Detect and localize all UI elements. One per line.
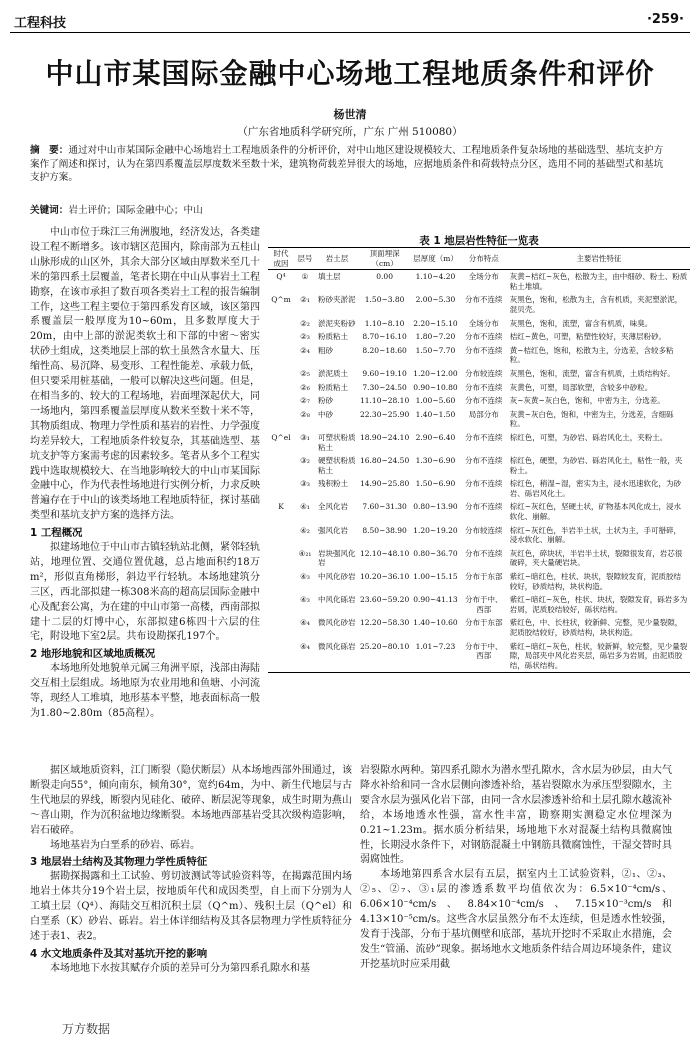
table-cell — [268, 616, 294, 639]
table-cell: 18.90~24.10 — [360, 432, 410, 442]
section-heading-2: 2 地形地貌和区域地质概况 — [30, 648, 156, 661]
table-cell: 桔红~黄色，可塑，粘塑性较好，夹薄层粉砂。 — [509, 332, 666, 342]
table-cell: 1.50~6.90 — [415, 479, 456, 489]
page-number: ·259· — [646, 12, 684, 27]
table-cell: 0.80~36.70 — [413, 548, 458, 558]
table-cell — [268, 381, 294, 395]
landform-paragraph: 本场地所处地貌单元属三角洲平原，浅部由海陆交互相土层组成。场地原为农业用地和鱼塘、小河流等，现经人工堆填，地形基本平整，地表面标高一般为1.80~2.80m（85高程）。 — [30, 663, 260, 719]
table-row — [268, 640, 690, 673]
table-cell: 局部分布 — [468, 409, 499, 419]
table-cell — [268, 640, 294, 673]
table-cell: 灰黑色，饱和，流塑，富含有机质，土质结构好。 — [509, 368, 675, 378]
table-cell: ④₃ — [300, 595, 310, 605]
table-cell: 棕红色，硬塑，为砂岩、砾岩风化土，粘性一般，夹粉土。 — [509, 456, 683, 475]
table-header-row — [268, 248, 690, 270]
table-cell — [268, 593, 294, 616]
intro-paragraph: 中山市位于珠江三角洲腹地，经济发达，各类建设工程不断增多。该市辖区范围内，除南部为五桂山山脉形成的山区外，其余大部分区域由厚数米至几十米的第四系土层覆盖，笔者长期在中山从事岩土工程勘察，在该市承担了数百项各类岩土工程的报告编制工作，这些工程主要位于第四系发育区域，该区第四系覆盖层一般厚度为10~60m，且多数厚度大于20m，由中上部的淤泥类软土和下部的中密～密实状砂土组成，这类地层上部的软土虽然含水量大、压缩性高、易沉降、易变形、工程性能差、承载力低，但只要采用桩基础，一般可以解决这些问题。但是，在相当多的、较大的工程场地，岩面埋深起伏大，同一场地内，第四系覆盖层厚度从数米至数十米不等，其物质组成、物理力学性质和基岩的岩性、力学强度均差异较大，工程地质条件较复杂，其基础选型、基坑支护等方案需考虑的因素较多。笔者从多个工程实践中选取规模较大、在当地影响较大的中山市某国际金融中心，作为代表性场地进行实例分析，力求反映普遍存在于中山的该类场地工程地质特征，探讨基础类型和基坑支护方案的选择方法。 — [30, 227, 260, 522]
table-cell: ②₆ — [300, 382, 310, 392]
table-cell: 1.10~4.20 — [415, 272, 456, 282]
table-cell: ④₁ — [300, 502, 310, 512]
table-cell: 10.20~36.10 — [360, 572, 410, 582]
table-cell: 1.20~19.20 — [413, 525, 458, 535]
table-cell: 分布不连续 — [464, 548, 503, 558]
table-cell: 分布不连续 — [464, 345, 503, 355]
table-cell: 7.60~31.30 — [362, 502, 407, 512]
permeability-paragraph: 本场地第四系含水层有五层，据室内土工试验资料，②₁、②₃、②₅、②₇、③₁层的渗透系数平均值依次为：6.5×10⁻⁴cm/s、6.06×10⁻⁴cm/s、8.84×10⁻⁴cm/s、7.15×10⁻³cm/s和4.13×10⁻⁵cm/s。这些含水层虽然分布不太连续，但是透水性较强，发育于浅部，分布于基坑侧壁和底部，基坑开挖时不采取止水措施，会发生“管涌、流砂”现象。据场地水文地质条件结合周边环境条件，建议开挖基坑时应采用截 — [360, 869, 672, 970]
table-cell: ① — [301, 272, 309, 282]
table-cell: ②₂ — [300, 318, 310, 328]
table-cell: 1.30~6.90 — [415, 456, 456, 466]
table-cell: 紫红~暗红~灰色，柱状，较新鲜，较完整，见少量裂隙，局部夹中风化岩夹层，砾岩多为岩屑，由泥质胶结，砾状结构。 — [508, 640, 690, 673]
table-cell: 棕红~灰红色，半岩半土状，土状为主，手可掰碎，浸水软化、崩解。 — [509, 525, 681, 545]
table-cell: 9.60~19.10 — [362, 368, 407, 378]
section-heading-4: 4 水文地质条件及其对基坑开挖的影响 — [30, 947, 208, 960]
table-cell: 分布不连续 — [464, 479, 503, 489]
table-header: 顶面埋深（cm） — [358, 248, 411, 270]
abstract — [30, 144, 670, 185]
table-cell: 紫红~暗红~灰色，柱状、块状，裂隙发育，砾岩多为岩屑，泥质胶结较好，砾状结构。 — [509, 595, 688, 614]
table-cell: ②₅ — [300, 368, 310, 378]
table-cell: 1.20~12.00 — [413, 368, 458, 378]
table-cell: 填土层 — [318, 272, 341, 282]
table-header: 层号 — [294, 248, 316, 270]
table-cell — [268, 317, 294, 331]
table-cell: 2.00~5.30 — [415, 295, 456, 305]
table-row — [268, 547, 690, 570]
table-cell: 分布不连续 — [464, 432, 503, 442]
table-cell — [268, 367, 294, 381]
table-cell — [268, 477, 294, 500]
affiliation: （广东省地质科学研究所，广东 广州 510080） — [237, 126, 463, 138]
table-cell: 16.80~24.50 — [360, 456, 410, 466]
table-cell: 粗砂 — [318, 345, 333, 355]
table-cell: ②₇ — [300, 396, 310, 406]
table-cell: ④₃ — [300, 572, 310, 582]
table-cell: 棕红色，可塑，为砂岩、砾岩风化土，夹粉土。 — [509, 432, 668, 442]
table-cell: 2.90~6.40 — [415, 432, 456, 442]
table-cell: 分布不连续 — [464, 332, 503, 342]
table-cell: 1.01~7.23 — [411, 640, 459, 673]
table-cell: 中砂 — [318, 409, 333, 419]
table-row — [268, 593, 690, 616]
table-cell: ②₈ — [300, 409, 310, 419]
table-cell: 0.90~41.13 — [413, 595, 458, 605]
table-cell: ③₃ — [300, 479, 310, 489]
table-cell: 棕红色，稍湿~湿，密实为主，浸水迅速软化，为砂岩、砾岩风化土。 — [509, 479, 681, 498]
table-row — [268, 293, 690, 316]
table-cell: 7.30~24.50 — [362, 382, 407, 392]
table-cell: 分布于东部 — [464, 618, 503, 628]
table-cell: 全场分布 — [468, 272, 499, 282]
table-cell: Q⁴ — [276, 272, 286, 282]
table-row — [268, 500, 690, 523]
table-cell — [268, 524, 294, 547]
journal-name: 工程科技 — [14, 16, 67, 31]
table-header: 时代成因 — [268, 248, 294, 270]
fault-paragraph: 据区域地质资料，江门断裂（隐伏断层）从本场地西部外围通过，该断裂走向55°，倾向南东，倾角30°，宽约64m，为中、新生代地层与古生代地层的界线，断裂内见硅化、破碎、断层泥等现象，成生时期为燕山～喜山期，作为沉积盆地边缘断裂。本场地西部基岩受其次级构造影响，岩石破碎。 — [30, 765, 352, 836]
table-row — [268, 431, 690, 454]
table-cell: 1.00~15.15 — [413, 572, 458, 582]
table-cell: 粉质粘土 — [318, 332, 348, 342]
table-cell: ④₄ — [300, 618, 310, 628]
table-cell: 分布于中、西部 — [460, 640, 508, 673]
table-cell: 分布不连续 — [464, 456, 503, 466]
table-cell: 23.60~59.20 — [360, 595, 410, 605]
left-column-bottom — [30, 764, 352, 977]
table-cell: 强风化岩 — [318, 525, 348, 535]
table-cell: 中风化砾岩 — [318, 595, 356, 605]
table-row — [268, 454, 690, 477]
table-cell: ②₃ — [300, 332, 310, 342]
table-cell — [268, 570, 294, 593]
table-cell: 0.80~13.90 — [413, 502, 458, 512]
table-cell — [268, 547, 294, 570]
table-row — [268, 270, 690, 294]
table-cell — [268, 394, 294, 408]
table-cell: 微风化砾岩 — [316, 640, 358, 673]
table-cell — [268, 330, 294, 344]
paper-title: 中山市某国际金融中心场地工程地质条件和评价 — [45, 57, 655, 90]
table-title: 表 1 地层岩性特征一览表 — [419, 235, 539, 247]
keywords — [30, 202, 670, 216]
table-cell: 分布不连续 — [464, 295, 503, 305]
table-cell: 25.20~80.10 — [358, 640, 411, 673]
table-cell: 全风化岩 — [318, 502, 348, 512]
table-cell: 灰黑色，饱和，松散为主，含有机质，夹泥塑淤泥，混贝壳。 — [509, 295, 683, 314]
table-cell: 14.90~25.80 — [360, 479, 410, 489]
table-cell: 12.20~58.30 — [360, 618, 410, 628]
table-cell: Q^el — [271, 432, 291, 442]
strata-table — [268, 247, 690, 673]
table-header: 层厚度（m） — [411, 248, 459, 270]
header-rule — [10, 32, 690, 33]
table-cell: 硬塑状粉质粘土 — [318, 456, 356, 475]
table-cell: 粉质粘土 — [318, 382, 348, 392]
table-cell: 12.10~48.10 — [360, 548, 410, 558]
table-row — [268, 330, 690, 344]
table-cell: ③₂ — [300, 456, 310, 466]
abstract-label: 摘 要： — [30, 145, 69, 156]
table-row — [268, 381, 690, 395]
table-row — [268, 394, 690, 408]
table-cell: 1.50~7.70 — [415, 345, 456, 355]
table-cell: 分布于中、西部 — [464, 595, 503, 614]
right-column-bottom — [360, 764, 672, 973]
table-cell: 8.70~16.10 — [362, 332, 407, 342]
table-header: 分布特点 — [460, 248, 508, 270]
table-cell: 11.10~28.10 — [360, 396, 410, 406]
table-cell: 0.00 — [376, 272, 393, 282]
table-cell: 分布较连续 — [464, 525, 503, 535]
left-column-top — [30, 226, 260, 722]
table-cell: 灰黑色，饱和，流塑，富含有机质，味臭。 — [509, 318, 653, 328]
table-cell: 灰黄色，可塑，局部软塑，含较多中砂粒。 — [509, 382, 653, 392]
section-heading-3: 3 地层岩土结构及其物理力学性质特征 — [30, 856, 208, 869]
table-cell — [268, 454, 294, 477]
table-cell: 1.40~10.60 — [413, 618, 458, 628]
table-cell: 1.00~5.60 — [415, 396, 456, 406]
table-cell: 分布不连续 — [464, 382, 503, 392]
abstract-text: 通过对中山市某国际金融中心场地岩土工程地质条件的分析评价，对中山地区建设规模较大、工程地质条件复杂场地的基础选型、基坑支护方案作了阐述和探讨，认为在第四系覆盖层厚度数米至数十米，建筑物荷载差异很大的场地，应据地质条件和荷载特点分区，选用不同的基础型式和基坑支护方案。 — [30, 145, 664, 184]
table-cell: 8.20~18.60 — [362, 345, 407, 355]
groundwater-paragraph: 岩裂隙水两种。第四系孔隙水为潜水型孔隙水，含水层为砂层，由大气降水补给和同一含水层侧向渗透补给，基岩裂隙水为承压型裂隙水，主要含水层为强风化岩下部，由同一含水层渗透补给和土层孔隙水越流补给，本场地透水性强，富水性丰富，勘察期实测稳定水位埋深为0.21~1.23m。据水质分析结果，场地地下水对混凝土结构具微腐蚀性，长期浸水条件下，对钢筋混凝土中钢筋具微腐蚀性，干湿交替时具弱腐蚀性。 — [360, 765, 672, 866]
hydro-intro-paragraph: 本场地地下水按其赋存介质的差异可分为第四系孔隙水和基 — [50, 962, 310, 974]
table-cell: 8.50~38.90 — [362, 525, 407, 535]
table-cell — [268, 344, 294, 367]
keywords-label: 关键词： — [30, 205, 69, 216]
table-cell: ③₁ — [300, 432, 310, 442]
table-cell: 紫红~暗红色，柱状、块状，裂隙较发育，泥质胶结较好，砂质结构，块状构造。 — [509, 572, 681, 591]
table-cell: 1.10~8.10 — [364, 318, 405, 328]
table-cell: 分布不连续 — [464, 502, 503, 512]
table-cell: 粉砂夹淤泥 — [318, 295, 356, 305]
table-row — [268, 317, 690, 331]
table-cell: 1.50~3.80 — [364, 295, 405, 305]
table-row — [268, 408, 690, 431]
table-cell: Q^m — [271, 295, 291, 305]
table-cell: 棕红~灰红色，坚硬土状，矿物基本风化成土，浸水软化、崩解。 — [509, 502, 681, 522]
table-cell: 分布不连续 — [464, 396, 503, 406]
table-cell: 0.90~10.80 — [413, 382, 458, 392]
project-overview-paragraph: 拟建场地位于中山市古镇轻轨站北侧，紧邻轻轨站，地理位置、交通位置优越，总占地面积约18万m²，形似直角梯形，斜边平行轻轨。本场地建筑分三区，西北部拟建一栋308米高的超高层国际金融中心及配套公寓，为在建的中山市第一高楼，西南部拟建十二层的灯博中心，东部拟建6栋四十六层的住宅，附设地下室2层。共布设勘探孔197个。 — [30, 542, 260, 643]
table-row — [268, 524, 690, 547]
table-cell: 分布于东部 — [464, 572, 503, 582]
table-cell: 灰红色，碎块状，半岩半土状，裂隙很发育，岩芯很破碎，夹大量硬岩块。 — [509, 548, 683, 568]
table-cell: K — [278, 502, 284, 512]
table-cell: 紫红色，中、长柱状，较新鲜、完整，见少量裂隙，泥质胶结较好，砂质结构，块状构造。 — [509, 618, 683, 637]
table-cell: 淤泥夹粉砂 — [318, 318, 356, 328]
bedrock-paragraph: 场地基岩为白垩系的砂岩、砾岩。 — [50, 839, 200, 851]
table-cell: 22.30~25.90 — [360, 409, 410, 419]
table-cell: 中风化砂岩 — [318, 572, 356, 582]
table-cell: ④₂ — [300, 525, 310, 535]
table-cell: ④₂₁ — [298, 548, 312, 558]
table-body — [268, 270, 690, 673]
table-cell: 灰黄~桔红~灰色，松散为主，由中细砂、粉土、粉质粘土堆填。 — [509, 272, 688, 291]
section-heading-1: 1 工程概况 — [30, 527, 83, 540]
table-cell: 黄~桔红色，饱和，松散为主，分选差，含较多粘粒。 — [509, 345, 674, 365]
table-header: 主要岩性特征 — [508, 248, 690, 270]
table-row — [268, 367, 690, 381]
table-cell: 灰黄~灰白色，饱和，中密为主，分选差，含细砾粒。 — [509, 409, 674, 429]
author: 杨世清 — [333, 108, 367, 121]
table-cell: 分布较连续 — [464, 368, 503, 378]
table-cell: 淤泥质土 — [318, 368, 348, 378]
table-cell: 粉砂 — [318, 396, 333, 406]
table-cell: 2.20~15.10 — [413, 318, 458, 328]
table-row — [268, 616, 690, 639]
table-cell: 1.80~7.20 — [415, 332, 456, 342]
table-cell: ④₄ — [294, 640, 316, 673]
strata-paragraph: 据勘探揭露和土工试验、剪切波测试等试验资料等，在揭露范围内场地岩土体共分19个岩土层，按地质年代和成因类型，自上而下分别为人工填土层（Q⁴）、海陆交互相沉积土层（Q^m）、残积土层（Q^el）和白垩系（K）砂岩、砾岩。岩土体详细结构及其各层物理力学性质特征分述于表1、表2。 — [30, 871, 352, 942]
keywords-text: 岩土评价；国际金融中心；中山 — [68, 205, 203, 216]
table-cell: ②₁ — [300, 295, 310, 305]
table-cell: 岩块强风化岩 — [318, 548, 356, 568]
table-cell: 可塑状粉质粘土 — [318, 432, 356, 452]
watermark: 万方数据 — [62, 1022, 111, 1036]
table-header: 岩土层 — [316, 248, 358, 270]
table-cell: 微风化砂岩 — [318, 618, 356, 628]
table-row — [268, 477, 690, 500]
table-cell: 全场分布 — [468, 318, 499, 328]
table-cell: ②₄ — [300, 345, 310, 355]
table-row — [268, 344, 690, 367]
table-cell: 残积粉土 — [318, 479, 348, 489]
table-cell: 灰~灰黄~灰白色，饱和，中密为主，分选差。 — [509, 396, 665, 406]
table-cell: 1.40~1.50 — [415, 409, 456, 419]
table-cell — [268, 408, 294, 431]
table-row — [268, 570, 690, 593]
